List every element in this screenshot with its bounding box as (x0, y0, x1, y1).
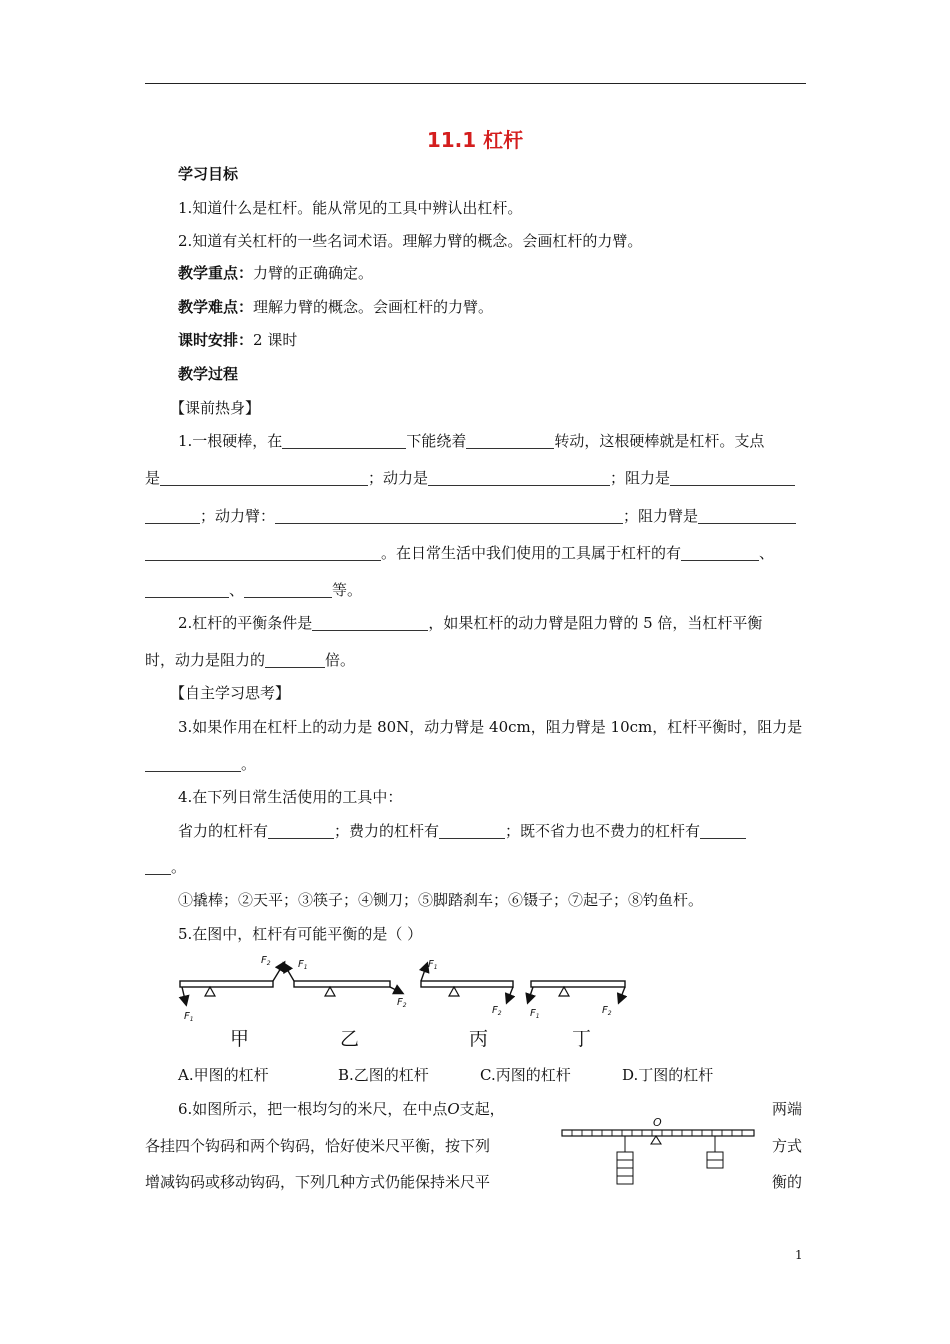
q1-text-k: 、 (229, 581, 245, 599)
q1-text-e: ；动力是 (368, 469, 429, 487)
q3-line2 (145, 754, 256, 774)
pivot-label: O (653, 1116, 662, 1129)
q6-text-1a: 6.如图所示，把一根均匀的米尺，在中点 (178, 1100, 448, 1118)
q6-line2: 各挂四个钩码和两个钩码，恰好使米尺平衡，按下列 (145, 1137, 491, 1155)
q6-meter-stick-figure (560, 1112, 760, 1192)
q1-blank-7b[interactable] (145, 545, 381, 561)
q5-lever-figure (170, 950, 640, 1030)
q1-blank-5b[interactable] (145, 508, 200, 524)
process-heading: 教学过程 (178, 365, 239, 383)
q1-line2 (145, 468, 795, 488)
q1-text-g: ；动力臂： (200, 507, 276, 525)
q6-line1 (178, 1099, 505, 1119)
self-study-heading: 【自主学习思考】 (170, 684, 291, 702)
q4-blank-3[interactable] (700, 823, 746, 839)
fig-label-yi: 乙 (340, 1028, 360, 1050)
schedule (178, 330, 297, 350)
q1-text-b: 下能绕着 (406, 432, 467, 450)
key-point-text: 力臂的正确确定。 (253, 264, 374, 282)
q1-text-a: 1.一根硬棒，在 (178, 432, 283, 450)
q1-blank-7[interactable] (698, 508, 796, 524)
q4-text-e: 。 (171, 858, 187, 876)
force-label-ding-f1: $F_1$ (530, 1008, 540, 1020)
page-number: 1 (795, 1248, 803, 1262)
q5-option-d[interactable]: D.丁图的杠杆 (622, 1066, 714, 1084)
q1-blank-5[interactable] (670, 470, 795, 486)
q4-text-b: 省力的杠杆有 (178, 822, 269, 840)
q2-text-a: 2.杠杆的平衡条件是 (178, 614, 313, 632)
force-label-yi-f1: $F_1$ (298, 959, 308, 971)
q2-line1 (178, 613, 762, 633)
q1-blank-8[interactable] (681, 545, 759, 561)
q6-pivot-o: O (447, 1100, 460, 1118)
q4-line3 (145, 857, 186, 877)
q4-blank-1[interactable] (268, 823, 334, 839)
q1-line5 (145, 580, 362, 600)
page-title: 11.1 杠杆 (426, 128, 524, 152)
force-label-ding-f2: $F_2$ (602, 1005, 612, 1017)
q3-line1: 3.如果作用在杠杆上的动力是 80N，动力臂是 40cm，阻力臂是 10cm，杠杆平衡时，阻力是 (178, 718, 803, 736)
header-rule (145, 83, 806, 84)
q1-blank-4[interactable] (428, 470, 610, 486)
q6-line1-right: 两端 (772, 1100, 803, 1118)
right-weights (707, 1152, 723, 1168)
q4-items: ①撬棒；②天平；③筷子；④铡刀；⑤脚踏刹车；⑥镊子；⑦起子；⑧钓鱼杆。 (178, 891, 704, 909)
q2-text-c: 时，动力是阻力的 (145, 651, 266, 669)
key-point (178, 263, 373, 283)
warmup-heading: 【课前热身】 (170, 399, 261, 417)
meter-stick (562, 1130, 754, 1136)
q6-line3: 增减钩码或移动钩码，下列几种方式仍能保持米尺平 (145, 1173, 491, 1191)
q1-text-d: 是 (145, 469, 161, 487)
q1-blank-3[interactable] (160, 470, 368, 486)
q1-text-l: 等。 (332, 581, 363, 599)
q1-text-c: 转动，这根硬棒就是杠杆。支点 (554, 432, 765, 450)
q2-blank-1[interactable] (312, 615, 428, 631)
q1-blank-2[interactable] (466, 433, 554, 449)
q1-blank-10[interactable] (244, 582, 332, 598)
force-label-bing-f2: $F_2$ (492, 1005, 502, 1017)
q6-line3-right: 衡的 (772, 1173, 803, 1191)
q1-text-f: ；阻力是 (610, 469, 671, 487)
q6-line2-right: 方式 (772, 1137, 803, 1155)
difficulty-label: 教学难点： (178, 298, 254, 316)
q5-stem: 5.在图中，杠杆有可能平衡的是（ ） (178, 925, 423, 943)
q2-line2 (145, 650, 355, 670)
fig-label-ding: 丁 (572, 1028, 592, 1050)
q3-text-b: 。 (241, 755, 257, 773)
q4-text-c: ；费力的杠杆有 (334, 822, 440, 840)
difficulty-text: 理解力臂的概念。会画杠杆的力臂。 (253, 298, 494, 316)
lever-jia (180, 963, 284, 1004)
key-point-label: 教学重点： (178, 264, 254, 282)
q5-option-b[interactable]: B.乙图的杠杆 (338, 1066, 429, 1084)
q1-text-h: ；阻力臂是 (623, 507, 699, 525)
pivot-triangle (651, 1136, 661, 1144)
q4-stem: 4.在下列日常生活使用的工具中： (178, 788, 403, 806)
q1-text-i: 。在日常生活中我们使用的工具属于杠杆的有 (381, 544, 682, 562)
left-weights (617, 1152, 633, 1184)
goals-heading: 学习目标 (178, 165, 239, 183)
q5-option-a[interactable]: A.甲图的杠杆 (178, 1066, 269, 1084)
lever-ding (528, 981, 625, 1002)
force-label-jia-f1: $F_1$ (184, 1011, 194, 1023)
goal-2: 2.知道有关杠杆的一些名词术语。理解力臂的概念。会画杠杆的力臂。 (178, 232, 643, 250)
q1-line4 (145, 543, 774, 563)
schedule-text: 2 课时 (253, 331, 298, 349)
q2-text-b: ，如果杠杆的动力臂是阻力臂的 5 倍，当杠杆平衡 (428, 614, 763, 632)
q1-blank-6[interactable] (275, 508, 623, 524)
q1-blank-1[interactable] (282, 433, 406, 449)
schedule-label: 课时安排： (178, 331, 254, 349)
force-label-bing-f1: $F_1$ (428, 959, 438, 971)
q4-line2 (178, 821, 746, 841)
fig-label-jia: 甲 (230, 1028, 250, 1050)
q2-blank-2[interactable] (265, 652, 325, 668)
q1-line3 (145, 506, 796, 526)
q4-text-d: ；既不省力也不费力的杠杆有 (505, 822, 701, 840)
fig-label-bing: 丙 (469, 1028, 489, 1050)
force-label-jia-f2: $F_2$ (261, 955, 271, 967)
q3-blank[interactable] (145, 756, 241, 772)
q1-blank-9[interactable] (145, 582, 229, 598)
q1-text-j: 、 (759, 544, 775, 562)
goal-1: 1.知道什么是杠杆。能从常见的工具中辨认出杠杆。 (178, 199, 523, 217)
q4-blank-3b[interactable] (145, 859, 171, 875)
q6-text-1c: 支起， (459, 1100, 505, 1118)
meter-stick-ticks (572, 1130, 742, 1136)
q1-line1 (178, 431, 764, 451)
q5-option-c[interactable]: C.丙图的杠杆 (480, 1066, 571, 1084)
q4-blank-2[interactable] (439, 823, 505, 839)
difficulty (178, 297, 493, 317)
force-label-yi-f2: $F_2$ (397, 997, 407, 1009)
q2-text-d: 倍。 (325, 651, 356, 669)
